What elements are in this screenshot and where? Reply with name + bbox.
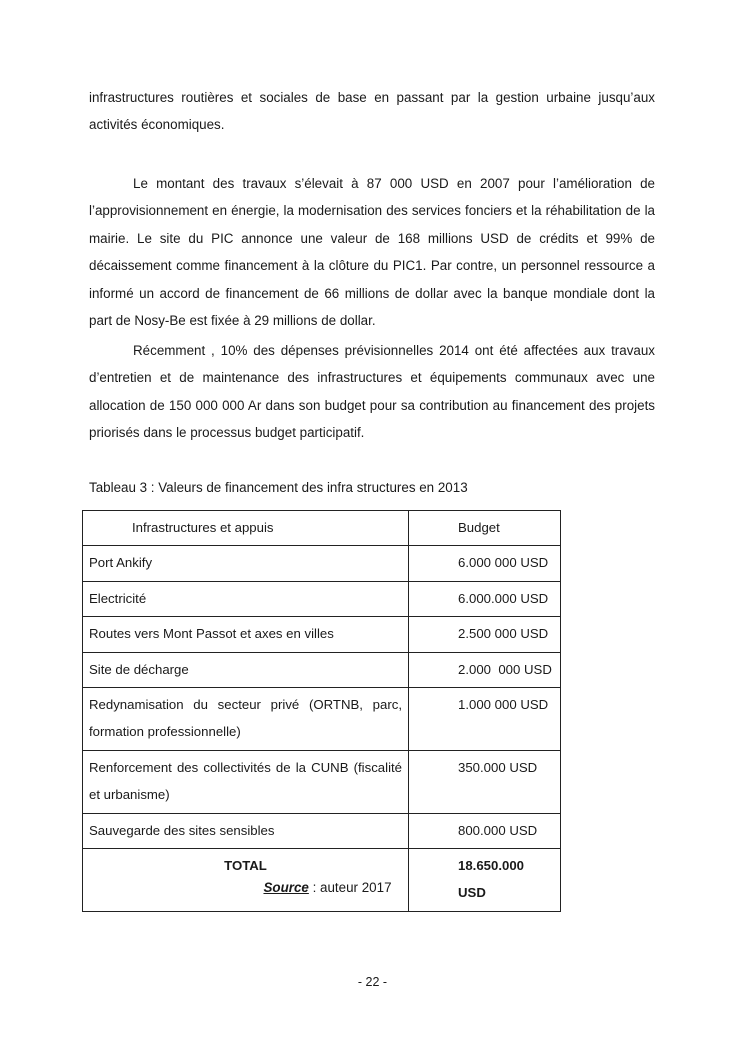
row-budget: 2.500 000 USD xyxy=(409,617,561,652)
total-budget: 18.650.000 USD xyxy=(409,849,561,912)
row-budget: 6.000.000 USD xyxy=(409,581,561,616)
row-budget: 800.000 USD xyxy=(409,813,561,848)
row-budget: 350.000 USD xyxy=(409,750,561,813)
row-label: Sauvegarde des sites sensibles xyxy=(83,813,409,848)
row-label: Port Ankify xyxy=(83,546,409,581)
row-label: Electricité xyxy=(83,581,409,616)
financing-table xyxy=(82,510,561,912)
source-note xyxy=(0,878,655,898)
paragraph-intro: infrastructures routières et sociales de base en passant par la gestion urbaine jusqu’aux activités économiques. xyxy=(89,90,655,133)
paragraph-recemment: Récemment , 10% des dépenses prévisionnelles 2014 ont été affectées aux travaux d’entretien et de maintenance des infrastructures et équipements communaux avec une allocation de 150 000 000 Ar dans son budget pour sa contribution au financement des projets priorisés dans le processus budget participatif. xyxy=(89,343,655,441)
row-label: Redynamisation du secteur privé (ORTNB, parc, formation professionnelle) xyxy=(83,688,409,751)
source-label: Source xyxy=(263,880,309,895)
row-label: Routes vers Mont Passot et axes en villes xyxy=(83,617,409,652)
table-row xyxy=(83,581,561,616)
total-label: TOTAL xyxy=(83,849,409,912)
source-text: : auteur 2017 xyxy=(308,880,392,895)
table-row xyxy=(83,652,561,687)
row-budget: 6.000 000 USD xyxy=(409,546,561,581)
row-label: Site de décharge xyxy=(83,652,409,687)
table-row xyxy=(83,750,561,813)
table-row xyxy=(83,688,561,751)
header-budget: Budget xyxy=(409,511,561,546)
header-infrastructures: Infrastructures et appuis xyxy=(83,511,409,546)
table-header-row xyxy=(83,511,561,546)
row-label: Renforcement des collectivités de la CUNB (fiscalité et urbanisme) xyxy=(83,750,409,813)
row-budget: 1.000 000 USD xyxy=(409,688,561,751)
paragraph-travaux: Le montant des travaux s’élevait à 87 000 USD en 2007 pour l’amélioration de l’approvisionnement en énergie, la modernisation des services fonciers et la réhabilitation de la mairie. Le site du PIC annonce une valeur de 168 millions USD de crédits et 99% de décaissement comme financement à la clôture du PIC1. Par contre, un personnel ressource a informé un accord de financement de 66 millions de dollar avec la banque mondiale dont la part de Nosy-Be est fixée à 29 millions de dollar. xyxy=(89,176,655,329)
table-row xyxy=(83,546,561,581)
table-row xyxy=(83,813,561,848)
row-budget: 2.000 000 USD xyxy=(409,652,561,687)
page-number: - 22 - xyxy=(357,975,388,989)
table-caption: Tableau 3 : Valeurs de financement des infra structures en 2013 xyxy=(89,480,468,495)
table-row xyxy=(83,617,561,652)
